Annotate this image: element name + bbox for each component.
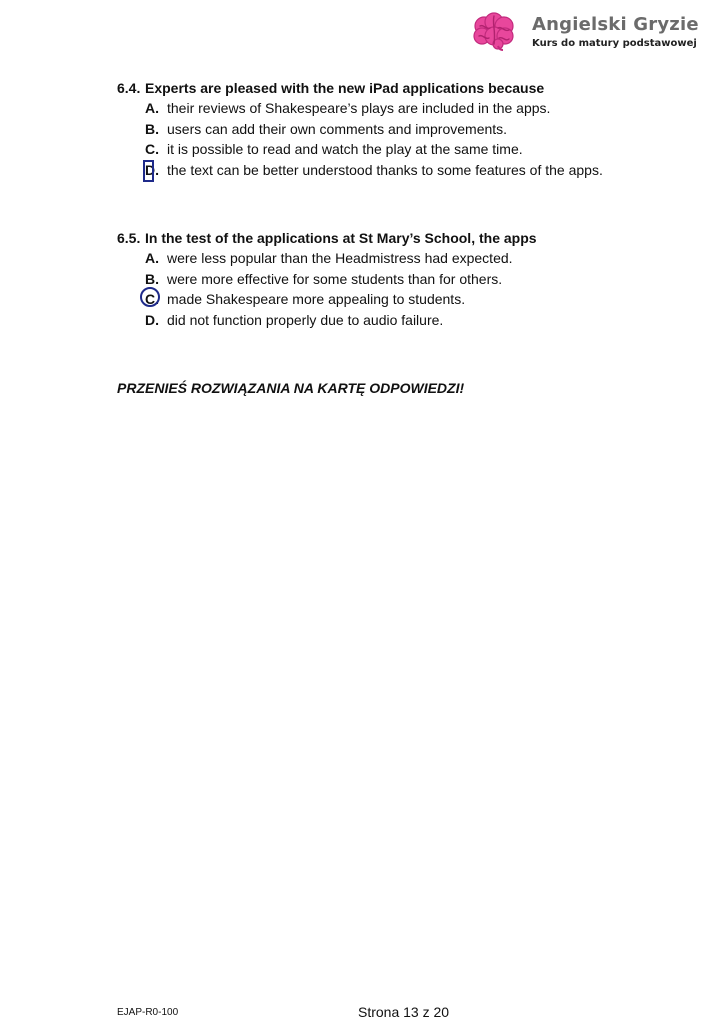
option-text: made Shakespeare more appealing to students.	[167, 291, 466, 307]
option-c[interactable]	[117, 289, 677, 310]
brand-logo	[472, 12, 712, 54]
option-text: did not function properly due to audio failure.	[167, 311, 444, 328]
question-number: 6.4.	[117, 80, 141, 96]
answer-mark-box	[143, 160, 154, 182]
question-number: 6.5.	[117, 230, 141, 246]
page-number: Strona 13 z 20	[358, 1004, 450, 1020]
option-c[interactable]	[117, 139, 677, 160]
question-stem	[117, 78, 677, 98]
option-text: were more effective for some students than for others.	[167, 270, 503, 287]
answer-options	[117, 248, 677, 330]
question-6-5	[117, 228, 677, 330]
option-d[interactable]	[117, 310, 677, 331]
option-a[interactable]	[117, 98, 677, 119]
option-letter: C.	[145, 141, 159, 157]
option-text: the text can be better understood thanks to some features of the apps.	[167, 161, 603, 178]
option-letter: B.	[145, 120, 159, 137]
question-6-4	[117, 78, 677, 180]
option-b[interactable]	[117, 269, 677, 290]
question-text: Experts are pleased with the new iPad applications because	[145, 80, 545, 96]
question-text: In the test of the applications at St Mary’s School, the apps	[145, 230, 537, 246]
option-letter: A.	[145, 250, 159, 266]
exam-code: EJAP-R0-100	[117, 1007, 179, 1018]
option-text: were less popular than the Headmistress had expected.	[167, 250, 513, 266]
option-text: users can add their own comments and improvements.	[167, 120, 508, 137]
option-letter: B.	[145, 270, 159, 287]
brand-subtitle: Kurs do matury podstawowej	[532, 38, 697, 49]
option-letter: C.	[145, 291, 159, 307]
answer-options	[117, 98, 677, 180]
option-letter: D.	[145, 161, 159, 178]
question-stem	[117, 228, 677, 248]
brain-icon	[472, 12, 516, 52]
answer-mark-circle	[140, 287, 160, 307]
brand-title: Angielski Gryzie	[532, 14, 699, 35]
option-a[interactable]	[117, 248, 677, 269]
option-d[interactable]	[117, 160, 677, 181]
option-text: it is possible to read and watch the play at the same time.	[167, 141, 523, 157]
transfer-instruction: PRZENIEŚ ROZWIĄZANIA NA KARTĘ ODPOWIEDZI!	[117, 380, 465, 396]
option-letter: D.	[145, 311, 159, 328]
option-text: their reviews of Shakespeare’s plays are included in the apps.	[167, 100, 551, 116]
option-b[interactable]	[117, 119, 677, 140]
option-letter: A.	[145, 100, 159, 116]
